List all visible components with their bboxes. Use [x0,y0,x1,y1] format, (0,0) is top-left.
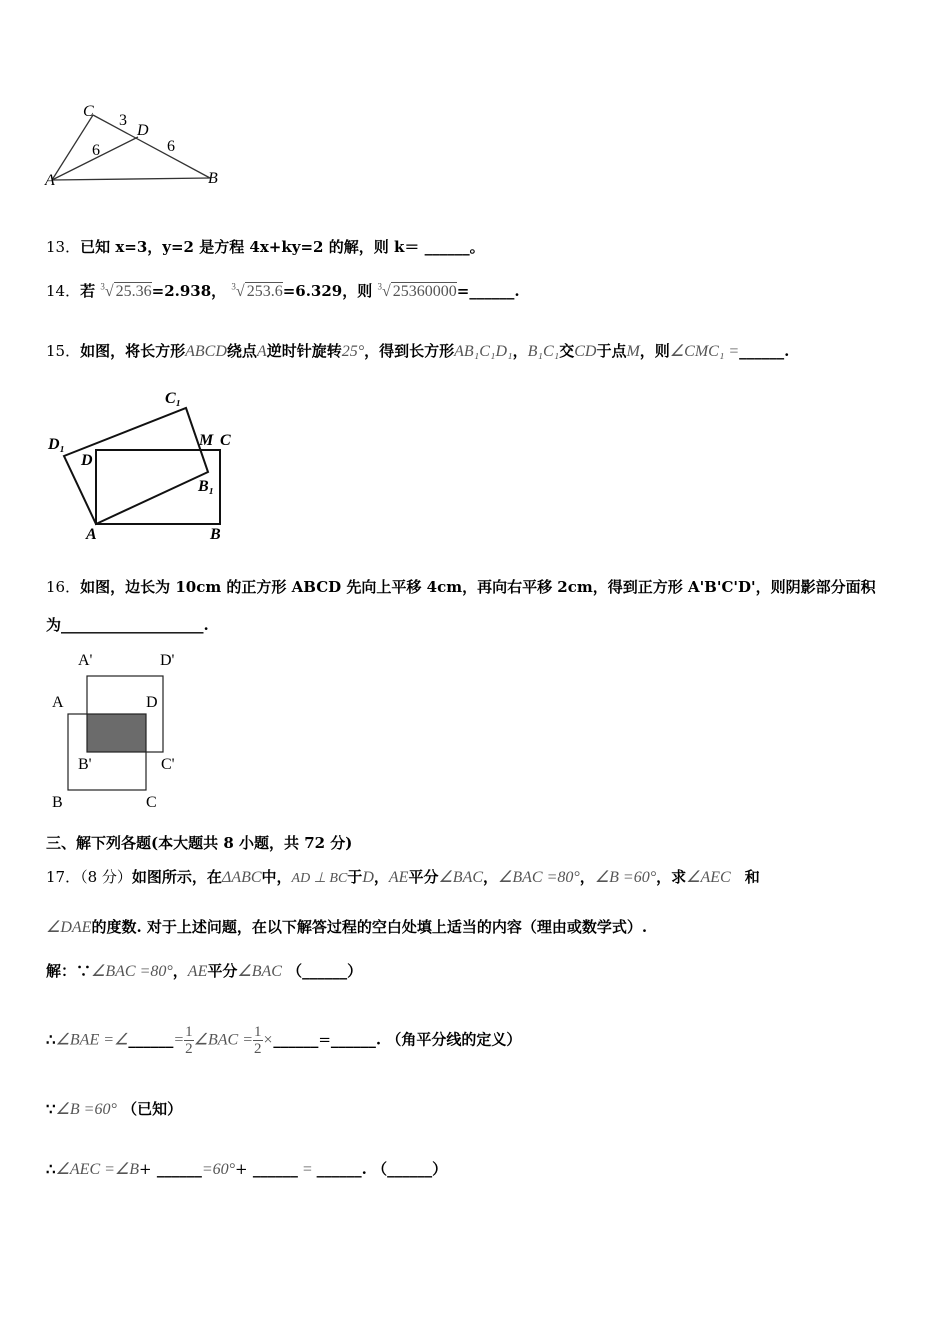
label-D: D [146,694,158,711]
sol-l4-pre: ∴ [46,1160,56,1178]
question-15 [46,340,789,361]
q17-m7: ∠B =60° [594,869,657,886]
question-16-line2 [46,614,209,635]
q17-number: 17． [46,868,81,886]
fraction-half-2 [253,1024,263,1057]
sol-l1-p1: （ [287,962,303,980]
q17-line2-angle: ∠DAE [46,919,92,936]
sol-l1-t1: ， [172,962,188,980]
cube-root-3: $^3$√ 25360000 [377,281,457,300]
q17-score: （8 分） [80,868,132,886]
label-C1: C₁ [165,390,182,407]
question-16 [46,576,876,597]
sol-l2-times: × [262,1031,274,1049]
q14-number: 14． [46,282,81,300]
sol-l3-m: ∠B =60° [55,1101,117,1118]
q17-t2: 中， [261,868,292,886]
q15-t3: 逆时针旋转 [266,342,342,360]
question-17 [46,866,760,887]
solution-line-3 [46,1098,182,1119]
q15-t5: ， [512,342,528,360]
label-B1: B₁ [198,478,215,495]
q13-text: 已知 x=3，y=2 是方程 4x+ky=2 的解，则 k＝ [80,238,420,256]
label-D: D [137,122,149,139]
sol-l2-m2: ∠BAC = [193,1031,254,1049]
q16-blank[interactable]: ___________________ [61,616,204,634]
shaded-region [87,714,146,752]
q17-t8: ，求 [656,868,687,886]
label-B: B [52,794,63,811]
sol-l1-m3: ∠BAC [237,963,282,980]
solution-line-2 [46,1024,521,1057]
q15-m6: CD [574,343,597,360]
q17-t1: 如图所示，在 [131,868,222,886]
sol-l2-reason: . （角平分线的定义） [375,1030,522,1049]
q17-t4: ， [373,868,389,886]
q14-pre: 若 [80,282,96,300]
figure-translated-squares [44,648,204,818]
sol-l1-blank[interactable]: ______ [302,962,348,980]
sol-l2-blank3[interactable]: ______ [330,1030,376,1049]
sol-l2-blank2[interactable]: ______ [273,1030,319,1049]
q16-end: . [203,616,209,634]
frac1-den: 2 [185,1041,193,1057]
q15-m5: B₁C₁ [527,343,560,360]
label-D1: D₁ [48,436,66,453]
section-3-title-text: 三、解下列各题(本大题共 8 小题，共 72 分) [46,834,353,852]
question-17-line2 [46,916,647,937]
figure-rotated-rectangles [44,388,244,548]
q13-number: 13． [46,238,81,256]
sol-l4-close: ） [432,1160,448,1178]
q17-t9: 和 [744,868,760,886]
q15-t8: ，则 [639,342,670,360]
q15-t2: 绕点 [226,342,257,360]
q17-m1: ΔABC [221,869,262,886]
label-cd-length: 3 [119,112,127,129]
sol-l1-t2: 平分 [207,962,238,980]
q17-t3: 于 [347,868,363,886]
cube-root-1: $^3$√ 25.36 [100,281,152,300]
q13-end: 。 [469,238,485,256]
solution-line-1 [46,960,362,981]
q15-m7: M [626,343,640,360]
figure-triangle [40,100,240,200]
sol-l4-blank1[interactable]: ______ [156,1160,202,1178]
q16-number: 16． [46,578,81,596]
label-C: C [146,794,157,811]
sol-l1-p2: ） [347,962,363,980]
sol-l4-m2: =60° [201,1161,236,1178]
q16-text2: 为 [46,616,62,634]
q15-m8: ∠CMC₁ = [669,343,740,360]
q17-m6: ∠BAC =80° [498,869,580,886]
q17-t6: ， [483,868,499,886]
q15-t4: ，得到长方形 [364,342,455,360]
q14-eq: = [456,282,470,300]
sol-l2-eq2: = [318,1030,331,1049]
sol-l4-m1: ∠AEC =∠B [55,1161,140,1178]
q17-t5: 平分 [408,868,439,886]
root-index-1: 3 [100,281,105,292]
question-14 [46,280,520,301]
sol-l1-pre: 解：∵ [46,962,92,980]
q17-m3: D [362,869,374,886]
label-B: B [210,526,221,543]
q17-m8: ∠AEC [686,869,731,886]
q17-m4: AE [388,869,409,886]
cube-root-2: $^3$√ 253.6 [231,281,283,300]
question-13 [46,236,485,257]
q13-blank[interactable]: ______ [424,238,470,256]
sol-l2-blank1[interactable]: ______ [128,1030,174,1049]
sol-l4-blank3[interactable]: ______ [316,1160,362,1178]
q15-m4: AB₁C₁D₁ [454,343,513,360]
q15-end: . [784,342,790,360]
rectangles-svg [44,388,244,548]
label-A-prime: A' [78,652,93,669]
sol-l2-m1: ∠BAE =∠ [55,1031,129,1049]
sol-l4-plus2: + [235,1160,248,1178]
sol-l2-pre: ∴ [46,1030,56,1049]
sol-l4-plus: + [139,1160,152,1178]
sol-l1-m1: ∠BAC =80° [91,963,173,980]
label-D-prime: D' [160,652,175,669]
q15-m2: A [256,343,267,360]
q17-t7: ， [579,868,595,886]
label-M: M [199,432,214,449]
label-B: B [208,170,218,187]
sol-l1-m2: AE [187,963,208,980]
sol-l3-reason: （已知） [122,1100,183,1118]
q15-m1: ABCD [185,343,227,360]
q15-t1: 如图，将长方形 [80,342,186,360]
q16-text: 如图，边长为 10cm 的正方形 ABCD 先向上平移 4cm，再向右平移 2cm，得到正方形 A'B'C'D'，则阴影部分面积 [80,578,876,596]
label-C: C [83,103,94,120]
q17-m2: AD ⊥ BC [291,871,348,886]
label-ad-length: 6 [92,142,100,159]
sol-l4-blank4[interactable]: ______ [387,1160,433,1178]
radicand-3: 25360000 [392,283,457,300]
label-A: A [52,694,64,711]
frac1-num: 1 [185,1024,193,1040]
q14-blank[interactable]: ______ [469,282,515,300]
section-3-title [46,832,352,853]
root-index-2: 3 [231,281,236,292]
squares-svg [44,648,204,818]
q14-v1: =2.938， [151,282,227,300]
q17-line2-text: 的度数. 对于上述问题，在以下解答过程的空白处填上适当的内容（理由或数学式）. [91,918,648,936]
q15-m3: 25° [341,343,365,360]
label-D: D [81,452,93,469]
q15-t7: 于点 [596,342,627,360]
sol-l4-dot: . （ [361,1160,388,1178]
sol-l4-eq: = [301,1161,313,1178]
frac2-num: 1 [254,1024,262,1040]
label-A: A [45,172,55,189]
label-B-prime: B' [78,756,92,773]
label-A: A [86,526,97,543]
q15-t6: 交 [559,342,575,360]
label-db-length: 6 [167,138,175,155]
radicand-1: 25.36 [115,283,152,300]
fraction-half-1 [184,1024,194,1057]
q14-end: . [514,282,520,300]
frac2-den: 2 [254,1041,262,1057]
label-C-prime: C' [161,756,175,773]
label-C: C [220,432,231,449]
q15-blank[interactable]: ______ [739,342,785,360]
sol-l4-blank2[interactable]: ______ [252,1160,298,1178]
sol-l2-eq1: = [173,1031,185,1049]
solution-line-4 [46,1158,447,1179]
radicand-2: 253.6 [246,283,283,300]
q15-number: 15． [46,342,81,360]
root-index-3: 3 [377,281,382,292]
q17-m5: ∠BAC [438,869,484,886]
sol-l3-pre: ∵ [46,1100,56,1118]
q14-v2: =6.329，则 [282,282,373,300]
